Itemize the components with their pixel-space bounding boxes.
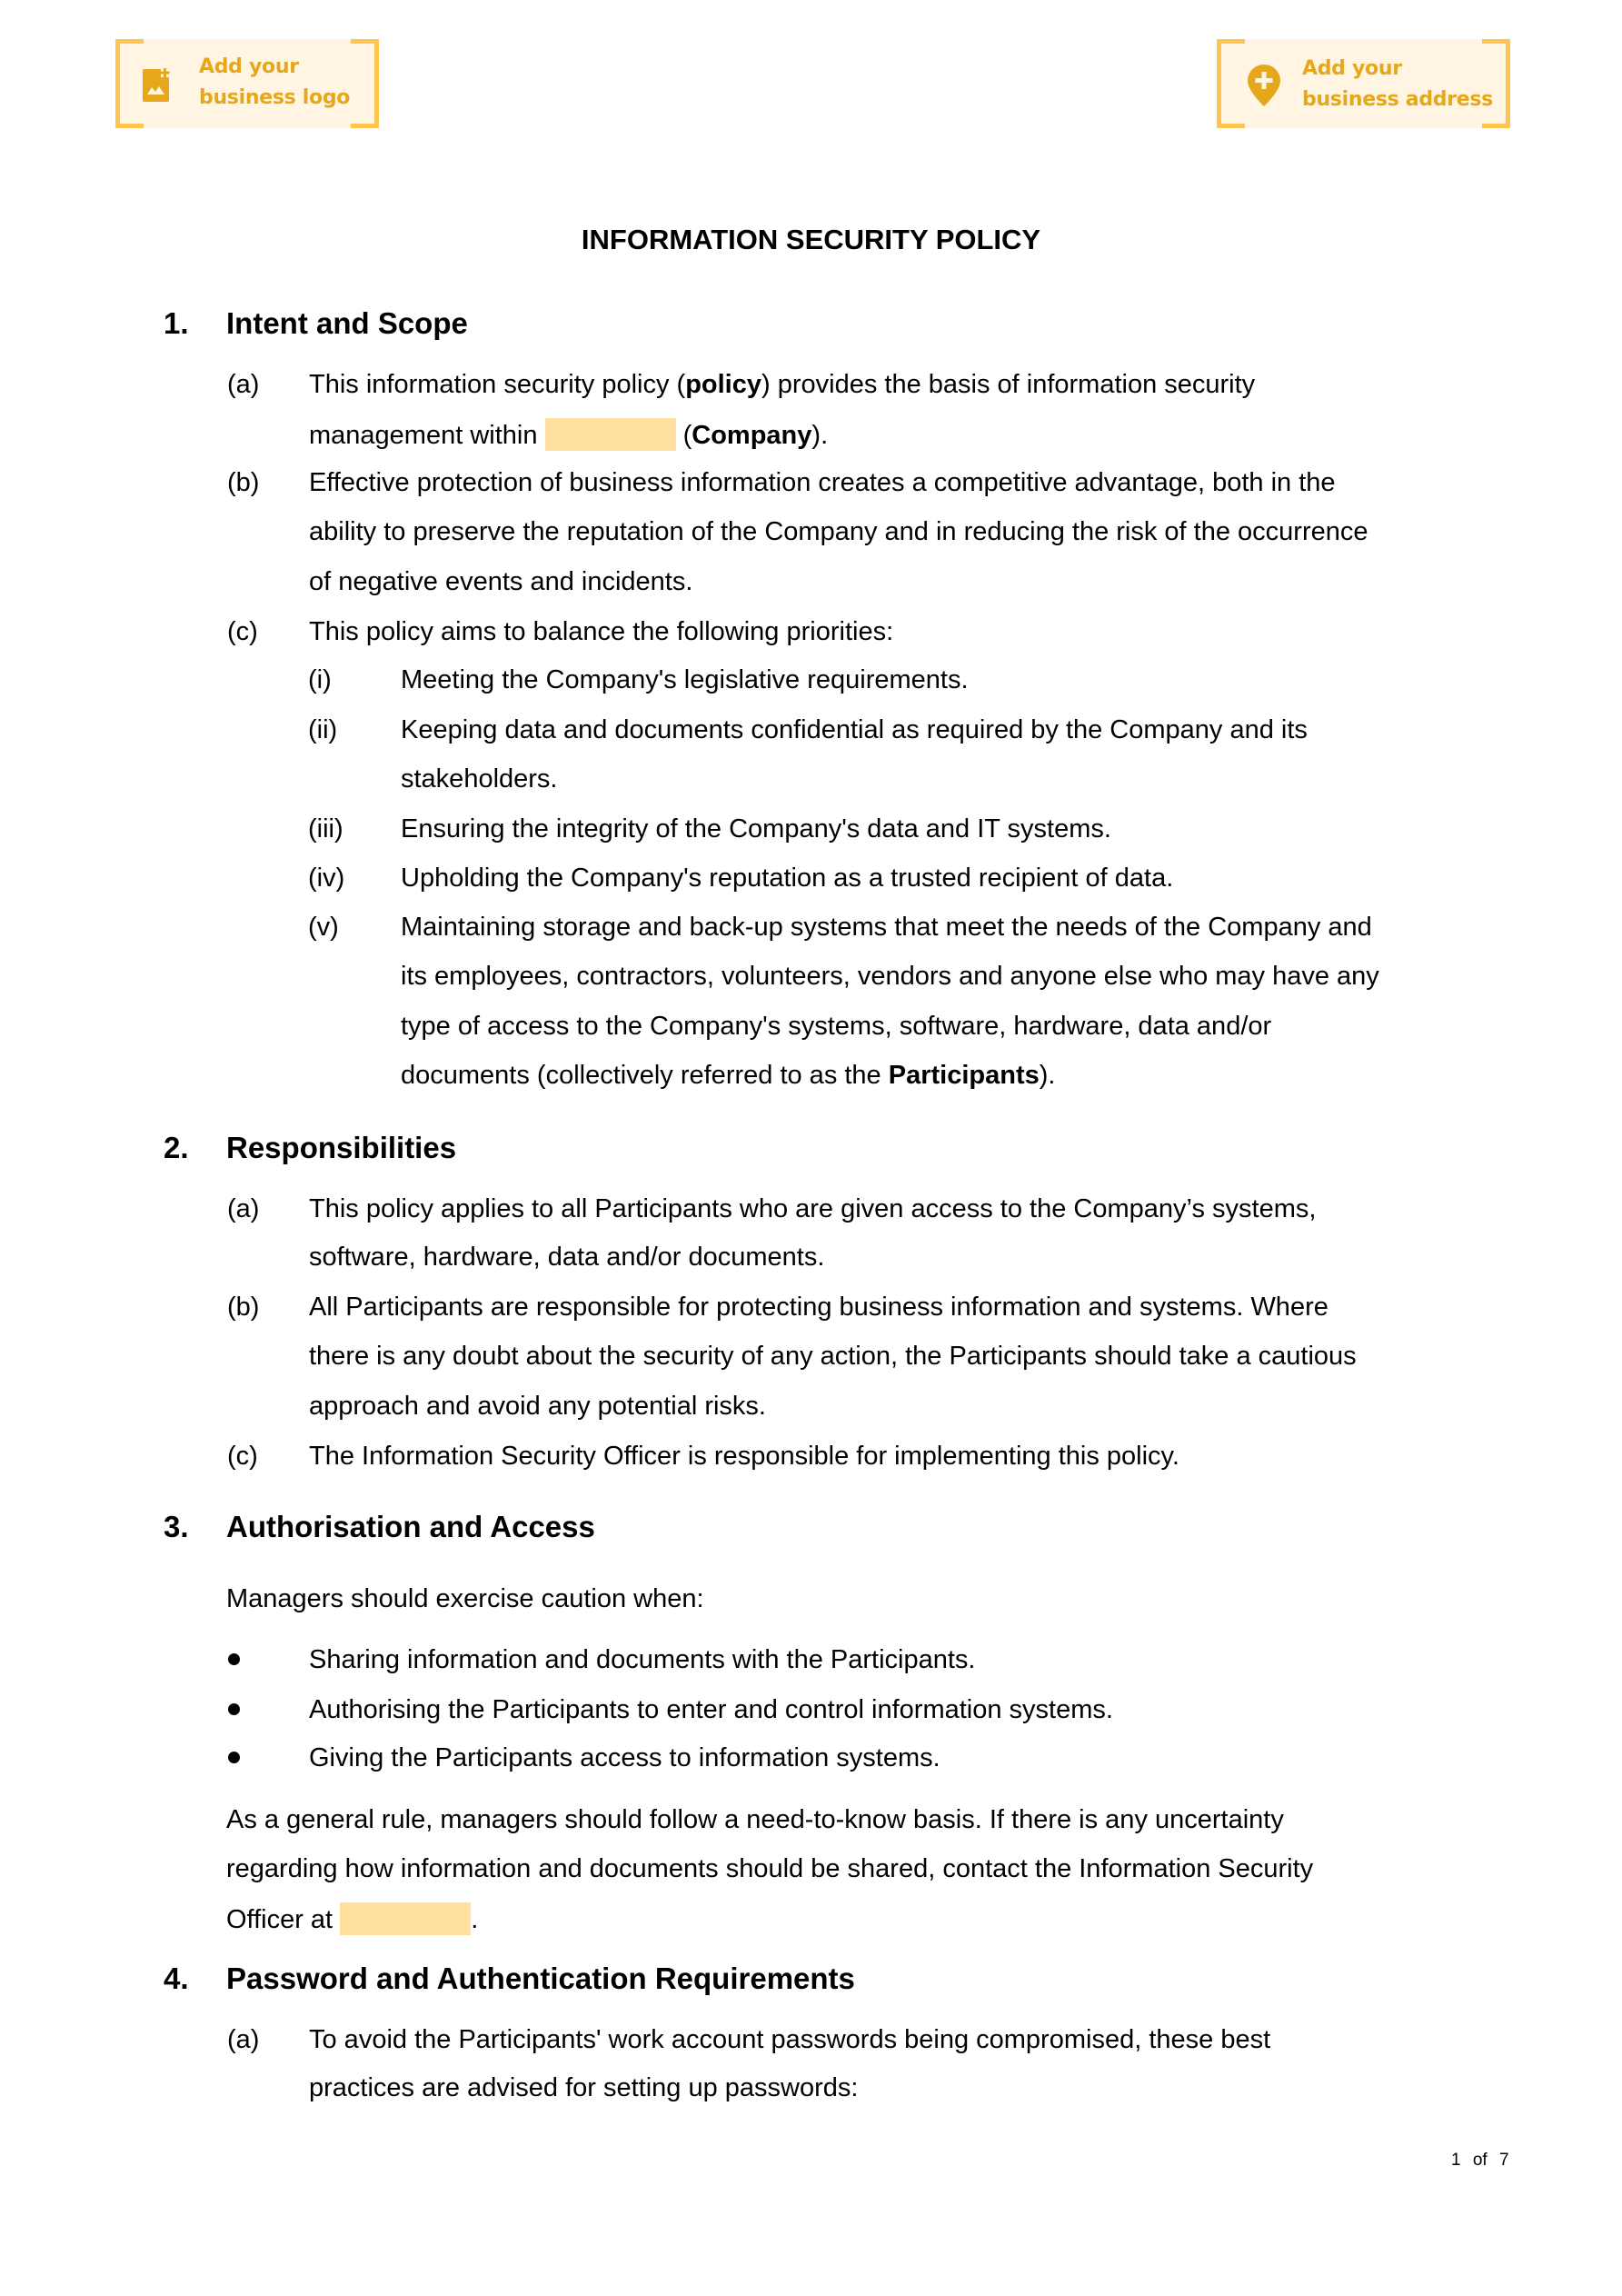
section-number: 1. [164, 306, 189, 340]
company-name-field[interactable] [545, 418, 676, 451]
paragraph-line: approach and avoid any potential risks. [309, 1392, 766, 1421]
paragraph-line: practices are advised for setting up passwords: [309, 2073, 859, 2102]
text: management within [309, 421, 545, 450]
section-heading: Password and Authentication Requirements [226, 1962, 855, 1995]
bullet-icon [228, 1703, 240, 1715]
bracket-right [351, 39, 379, 128]
paragraph-line: of negative events and incidents. [309, 567, 693, 596]
section-heading: Authorisation and Access [226, 1510, 595, 1543]
bullet-icon [228, 1752, 240, 1763]
text: ) provides the basis of information security [761, 370, 1256, 399]
paragraph-line [226, 1902, 478, 1936]
add-image-icon [142, 66, 173, 103]
logo-placeholder-line2: business logo [199, 86, 351, 109]
paragraph-line: To avoid the Participants' work account passwords being compromised, these best [309, 2025, 1271, 2054]
item-label: (c) [227, 1442, 258, 1471]
text: ). [1039, 1061, 1056, 1090]
text: This information security policy ( [309, 370, 686, 399]
paragraph-line: ability to preserve the reputation of the Company and in reducing the risk of the occurrence [309, 517, 1368, 546]
text: ). [811, 421, 829, 450]
subitem-label: (iv) [308, 863, 345, 893]
section-heading: Intent and Scope [226, 306, 468, 340]
subitem-label: (v) [308, 913, 339, 942]
document-title: INFORMATION SECURITY POLICY [581, 224, 1041, 255]
subitem-label: (i) [308, 665, 332, 694]
address-placeholder-line1: Add your [1302, 57, 1402, 80]
section-number: 2. [164, 1131, 189, 1164]
item-label: (a) [227, 1194, 260, 1223]
paragraph-line [309, 368, 1255, 401]
paragraph-line: This policy applies to all Participants who are given access to the Company’s systems, [309, 1194, 1317, 1223]
text: . [471, 1905, 479, 1934]
bullet-icon [228, 1653, 240, 1665]
item-label: (a) [227, 2025, 260, 2054]
text: ( [682, 421, 692, 450]
page-indicator [1451, 2151, 1509, 2171]
text: documents (collectively referred to as the [401, 1061, 889, 1090]
paragraph-line: Ensuring the integrity of the Company's data and IT systems. [401, 814, 1111, 844]
paragraph-line: As a general rule, managers should follow a need-to-know basis. If there is any uncertainty [226, 1805, 1284, 1834]
paragraph-line: All Participants are responsible for protecting business information and systems. Where [309, 1293, 1328, 1322]
paragraph-line: type of access to the Company's systems, software, hardware, data and/or [401, 1012, 1272, 1041]
item-label: (a) [227, 370, 260, 399]
paragraph-line: Upholding the Company's reputation as a trusted recipient of data. [401, 863, 1174, 893]
item-label: (b) [227, 1293, 260, 1322]
paragraph-line: software, hardware, data and/or documents. [309, 1243, 825, 1272]
security-officer-contact-field[interactable] [340, 1902, 471, 1935]
paragraph-line [401, 1059, 1055, 1092]
paragraph-line: its employees, contractors, volunteers, vendors and anyone else who may have any [401, 962, 1379, 991]
add-business-logo-button[interactable] [115, 39, 379, 128]
item-label: (b) [227, 468, 260, 497]
paragraph-line: The Information Security Officer is responsible for implementing this policy. [309, 1442, 1179, 1471]
add-location-pin-icon [1247, 64, 1281, 107]
section-heading: Responsibilities [226, 1131, 457, 1164]
bullet-item: Authorising the Participants to enter and control information systems. [309, 1695, 1113, 1724]
subitem-label: (iii) [308, 814, 343, 844]
paragraph-line: Effective protection of business information creates a competitive advantage, both in the [309, 468, 1336, 497]
paragraph-line: regarding how information and documents should be shared, contact the Information Security [226, 1854, 1314, 1883]
section-number: 3. [164, 1510, 189, 1543]
bullet-item: Giving the Participants access to information systems. [309, 1743, 940, 1772]
defined-term: Participants [888, 1061, 1040, 1090]
paragraph-line: Managers should exercise caution when: [226, 1584, 704, 1613]
add-business-address-button[interactable] [1217, 39, 1510, 128]
item-label: (c) [227, 617, 258, 646]
page-total: 7 [1499, 2151, 1509, 2170]
defined-term: Company [692, 421, 812, 450]
paragraph-line: there is any doubt about the security of any action, the Participants should take a cautious [309, 1342, 1357, 1371]
section-number: 4. [164, 1962, 189, 1995]
paragraph-line: Meeting the Company's legislative requirements. [401, 665, 969, 694]
paragraph-line: stakeholders. [401, 764, 558, 794]
logo-placeholder-line1: Add your [199, 55, 299, 78]
paragraph-line: Keeping data and documents confidential as required by the Company and its [401, 715, 1308, 744]
paragraph-line: Maintaining storage and back-up systems that meet the needs of the Company and [401, 913, 1372, 942]
paragraph-line [309, 418, 828, 452]
address-placeholder-line2: business address [1302, 88, 1493, 111]
page-of: of [1472, 2151, 1488, 2170]
bracket-left [115, 39, 144, 128]
paragraph-line: This policy aims to balance the following priorities: [309, 617, 894, 646]
bracket-left [1217, 39, 1245, 128]
defined-term: policy [685, 370, 761, 399]
bullet-item: Sharing information and documents with the Participants. [309, 1645, 976, 1674]
subitem-label: (ii) [308, 715, 338, 744]
text: Officer at [226, 1905, 341, 1934]
page-current: 1 [1451, 2151, 1461, 2170]
